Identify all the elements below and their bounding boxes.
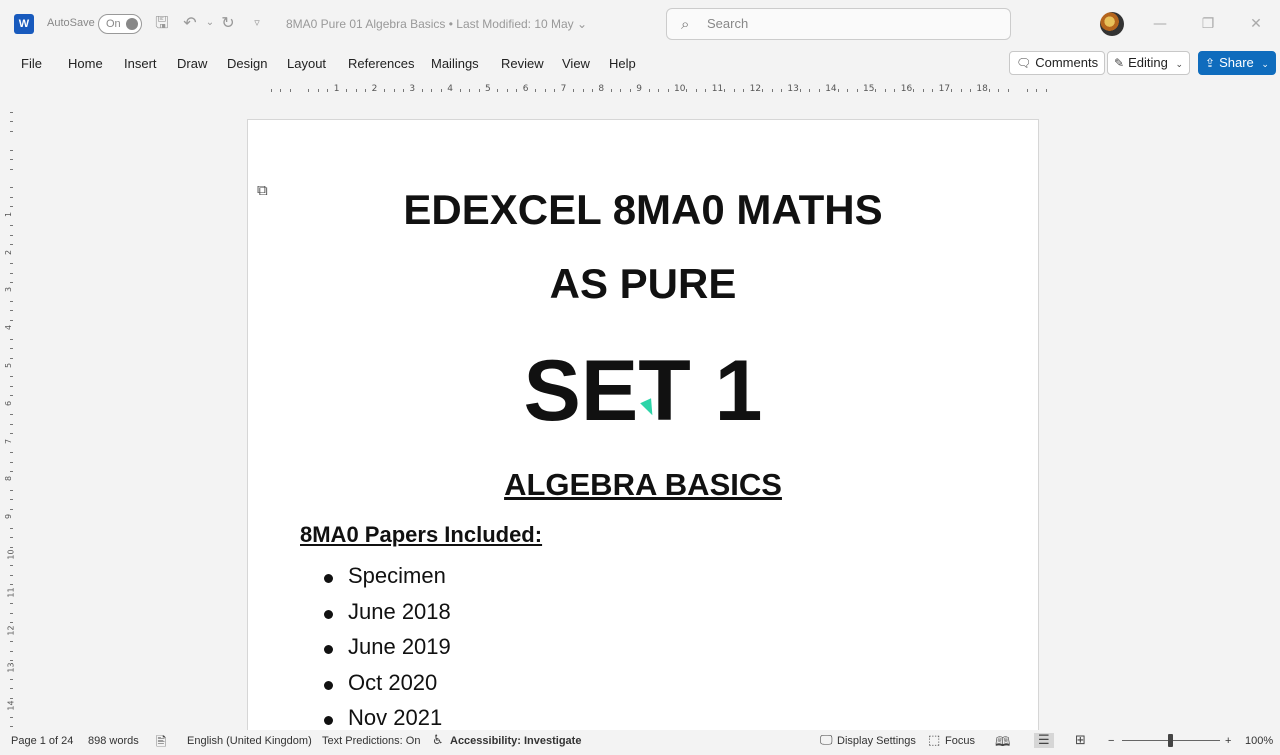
- zoom-out-button[interactable]: −: [1108, 735, 1115, 747]
- ruler-tick: [809, 89, 810, 92]
- ruler-mark: 5: [485, 84, 491, 94]
- ruler-tick: [10, 547, 13, 548]
- ruler-tick: [724, 89, 725, 92]
- ruler-tick: [10, 660, 13, 661]
- ruler-tick: [10, 150, 13, 151]
- ruler-tick: [460, 89, 461, 92]
- ruler-tick: [10, 187, 13, 188]
- ruler-tick: [10, 424, 13, 425]
- ruler-mark: 12: [6, 625, 16, 636]
- ruler-tick: [422, 89, 423, 92]
- title-bar: [0, 0, 1280, 48]
- ruler-tick: [875, 89, 876, 92]
- zoom-in-button[interactable]: +: [1225, 735, 1232, 747]
- ruler-tick: [271, 89, 272, 92]
- ruler-mark: 7: [4, 438, 14, 444]
- list-item: Specimen: [324, 563, 451, 599]
- ruler-tick: [10, 679, 13, 680]
- ruler-tick: [781, 89, 782, 92]
- ruler-tick: [10, 565, 13, 566]
- ruler-tick: [10, 584, 13, 585]
- search-input[interactable]: [707, 16, 987, 31]
- ruler-tick: [10, 197, 13, 198]
- ruler-mark: 15: [863, 84, 875, 94]
- ruler-mark: 10: [6, 549, 16, 560]
- ruler-tick: [441, 89, 442, 92]
- ruler-tick: [10, 537, 13, 538]
- ruler-tick: [10, 358, 13, 359]
- ruler-tick: [913, 89, 914, 92]
- accessibility-status[interactable]: Accessibility: Investigate: [450, 735, 582, 747]
- minimize-icon[interactable]: —: [1153, 16, 1167, 32]
- ruler-tick: [894, 89, 895, 92]
- ruler-mark: 9: [4, 514, 14, 520]
- ruler-mark: 5: [4, 362, 14, 369]
- tab-home[interactable]: Home: [68, 56, 103, 71]
- ruler-mark: 16: [900, 84, 913, 94]
- proofing-icon[interactable]: 🖹: [156, 735, 167, 750]
- ruler-mark: 1: [333, 84, 340, 94]
- autosave-label: AutoSave: [47, 17, 95, 29]
- ruler-tick: [10, 452, 13, 453]
- document-title-line2: AS PURE: [549, 260, 737, 307]
- document-page[interactable]: [247, 119, 1039, 739]
- ruler-tick: [10, 717, 13, 718]
- ruler-tick: [10, 528, 13, 529]
- print-layout-icon[interactable]: ☰: [1034, 733, 1054, 748]
- ruler-tick: [686, 89, 687, 92]
- ruler-tick: [308, 89, 309, 92]
- restore-icon[interactable]: ❐: [1201, 16, 1215, 32]
- pencil-icon: ✎: [1114, 56, 1125, 70]
- list-item: June 2019: [324, 634, 451, 670]
- ruler-tick: [479, 89, 480, 92]
- ruler-tick: [394, 89, 395, 92]
- ruler-tick: [658, 89, 659, 92]
- tab-help[interactable]: Help: [609, 56, 636, 71]
- ruler-mark: 6: [4, 400, 14, 406]
- ruler-tick: [668, 89, 669, 92]
- close-icon[interactable]: ✕: [1250, 16, 1262, 32]
- ruler-tick: [10, 433, 13, 434]
- ruler-tick: [10, 499, 13, 500]
- customize-toolbar-icon[interactable]: ▿: [254, 16, 260, 29]
- redo-icon[interactable]: ↻: [221, 13, 235, 32]
- ruler-tick: [838, 89, 839, 92]
- ruler-tick: [10, 462, 13, 463]
- share-button[interactable]: ⇪ Share ⌄: [1198, 51, 1276, 75]
- ruler-tick: [10, 282, 13, 283]
- ruler-tick: [970, 89, 971, 92]
- ruler-mark: 2: [4, 249, 14, 255]
- ruler-tick: [10, 641, 13, 642]
- ruler-mark: 8: [598, 84, 605, 94]
- search-box[interactable]: [666, 8, 1011, 40]
- ruler-tick: [885, 89, 886, 92]
- ruler-tick: [10, 112, 13, 113]
- status-bar: [0, 730, 1280, 752]
- tab-review[interactable]: Review: [501, 56, 544, 71]
- ruler-tick: [497, 89, 498, 92]
- tab-view[interactable]: View: [562, 56, 590, 71]
- chevron-down-icon: ⌄: [1175, 60, 1183, 70]
- share-icon: ⇪: [1205, 56, 1216, 70]
- ruler-mark: 18: [976, 84, 988, 94]
- autosave-toggle[interactable]: [98, 14, 142, 34]
- ruler-mark: 14: [6, 700, 16, 711]
- comments-button[interactable]: 🗨 Comments: [1009, 51, 1105, 75]
- ruler-tick: [573, 89, 574, 92]
- ruler-tick: [630, 89, 631, 92]
- papers-list: [324, 563, 451, 739]
- ruler-tick: [10, 726, 13, 727]
- tab-mailings[interactable]: Mailings: [431, 56, 479, 71]
- ruler-mark: 4: [447, 84, 453, 94]
- tab-layout[interactable]: Layout: [287, 56, 327, 71]
- ruler-tick: [10, 348, 13, 349]
- ruler-tick: [592, 89, 593, 92]
- toggle-knob: [126, 18, 138, 30]
- ruler-tick: [10, 273, 13, 274]
- ruler-tick: [10, 339, 13, 340]
- chevron-down-icon: ⌄: [1261, 60, 1269, 70]
- ruler-tick: [10, 414, 13, 415]
- ruler-tick: [10, 320, 13, 321]
- ruler-mark: 13: [6, 662, 16, 673]
- ruler-scale: [247, 84, 1037, 96]
- ruler-tick: [10, 651, 13, 652]
- ruler-tick: [10, 575, 13, 576]
- list-item: Nov 2021: [324, 705, 451, 739]
- topic-heading: ALGEBRA BASICS: [504, 467, 782, 502]
- ruler-tick: [10, 244, 13, 245]
- ruler-mark: 11: [711, 84, 724, 94]
- ruler-tick: [10, 131, 13, 132]
- list-item: Oct 2020: [324, 670, 451, 706]
- ruler-tick: [280, 89, 281, 92]
- display-settings-icon: 🖵: [820, 733, 833, 748]
- ruler-tick: [961, 89, 962, 92]
- ruler-tick: [611, 89, 612, 92]
- ruler-tick: [583, 89, 584, 92]
- ruler-mark: 13: [787, 84, 799, 94]
- ruler-tick: [365, 89, 366, 92]
- zoom-slider-thumb[interactable]: [1168, 734, 1173, 747]
- ruler-mark: 8: [4, 476, 14, 482]
- list-item: June 2018: [324, 599, 451, 635]
- ruler-tick: [10, 509, 13, 510]
- text-predictions-status[interactable]: Text Predictions: On: [322, 735, 421, 747]
- focus-icon: ⬚: [928, 733, 941, 748]
- ruler-tick: [10, 688, 13, 689]
- ruler-tick: [10, 235, 13, 236]
- ruler-tick: [734, 89, 735, 92]
- vertical-ruler[interactable]: [0, 100, 22, 730]
- ruler-tick: [403, 89, 404, 92]
- word-count[interactable]: 898 words: [88, 735, 139, 747]
- ruler-tick: [10, 121, 13, 122]
- comment-icon: 🗨: [1016, 56, 1032, 70]
- ruler-tick: [1036, 89, 1037, 92]
- ruler-mark: 2: [371, 84, 378, 94]
- ruler-tick: [10, 376, 13, 377]
- ruler-tick: [545, 89, 546, 92]
- ruler-tick: [10, 263, 13, 264]
- focus-button[interactable]: Focus: [945, 735, 975, 747]
- tab-insert[interactable]: Insert: [124, 56, 157, 71]
- ruler-tick: [800, 89, 801, 92]
- ruler-tick: [649, 89, 650, 92]
- ruler-mark: 17: [938, 84, 951, 94]
- word-app-icon: W: [14, 14, 34, 34]
- ruler-tick: [847, 89, 848, 92]
- ruler-tick: [10, 613, 13, 614]
- editing-mode-button[interactable]: ✎ Editing ⌄: [1107, 51, 1190, 75]
- ruler-tick: [10, 603, 13, 604]
- ruler-tick: [535, 89, 536, 92]
- ruler-tick: [10, 206, 13, 207]
- zoom-level[interactable]: 100%: [1245, 735, 1274, 747]
- accessibility-icon: ♿: [432, 733, 444, 748]
- ruler-tick: [554, 89, 555, 92]
- ruler-tick: [620, 89, 621, 92]
- ruler-tick: [327, 89, 328, 92]
- ruler-tick: [10, 169, 13, 170]
- autosave-state: On: [106, 18, 121, 30]
- ruler-tick: [772, 89, 773, 92]
- ruler-tick: [1046, 89, 1047, 92]
- ruler-tick: [705, 89, 706, 92]
- page-count[interactable]: Page 1 of 24: [11, 735, 74, 747]
- ruler-mark: 11: [6, 587, 16, 598]
- ruler-tick: [923, 89, 924, 92]
- save-icon[interactable]: 🖫: [155, 13, 169, 32]
- ribbon-tabs: [0, 48, 1280, 80]
- ruler-tick: [10, 622, 13, 623]
- search-icon: ⌕: [681, 15, 690, 33]
- read-mode-icon[interactable]: 🕮: [995, 735, 1011, 750]
- ruler-tick: [1027, 89, 1028, 92]
- undo-dropdown-icon[interactable]: ⌄: [205, 17, 215, 28]
- ruler-mark: 10: [674, 84, 686, 94]
- document-title-line1: EDEXCEL 8MA0 MATHS: [403, 186, 883, 233]
- display-settings-button[interactable]: Display Settings: [837, 735, 916, 747]
- undo-icon[interactable]: ↶: [183, 13, 197, 32]
- ruler-tick: [762, 89, 763, 92]
- ruler-tick: [431, 89, 432, 92]
- tab-draw[interactable]: Draw: [177, 56, 208, 71]
- ruler-mark: 3: [409, 84, 416, 94]
- papers-heading: 8MA0 Papers Included:: [300, 522, 543, 547]
- ruler-tick: [10, 490, 13, 491]
- ruler-mark: 7: [560, 84, 567, 94]
- ruler-tick: [318, 89, 319, 92]
- ruler-tick: [10, 395, 13, 396]
- ruler-tick: [951, 89, 952, 92]
- ruler-tick: [290, 89, 291, 92]
- ruler-tick: [932, 89, 933, 92]
- set-label: SET 1: [523, 343, 763, 439]
- ruler-mark: 1: [4, 211, 14, 217]
- ruler-tick: [819, 89, 820, 92]
- ruler-mark: 9: [636, 84, 642, 94]
- ruler-mark: 4: [4, 325, 14, 331]
- tab-references[interactable]: References: [348, 56, 415, 71]
- ruler-tick: [356, 89, 357, 92]
- ruler-tick: [989, 89, 990, 92]
- copilot-icon[interactable]: ⧉: [257, 181, 268, 199]
- ruler-tick: [10, 386, 13, 387]
- ruler-mark: 14: [825, 84, 837, 94]
- ruler-tick: [743, 89, 744, 92]
- ruler-tick: [857, 89, 858, 92]
- ruler-tick: [10, 225, 13, 226]
- web-layout-icon[interactable]: ⊞: [1075, 733, 1086, 748]
- ruler-tick: [10, 471, 13, 472]
- ruler-tick: [10, 310, 13, 311]
- ruler-tick: [10, 301, 13, 302]
- ruler-tick: [1008, 89, 1009, 92]
- ruler-tick: [507, 89, 508, 92]
- tab-file[interactable]: File: [21, 56, 42, 71]
- ruler-tick: [696, 89, 697, 92]
- language-status[interactable]: English (United Kingdom): [187, 735, 312, 747]
- ruler-tick: [10, 698, 13, 699]
- ruler-tick: [469, 89, 470, 92]
- ruler-tick: [10, 159, 13, 160]
- tab-design[interactable]: Design: [227, 56, 268, 71]
- ruler-tick: [384, 89, 385, 92]
- ruler-mark: 3: [4, 287, 14, 293]
- horizontal-ruler[interactable]: [0, 80, 1280, 100]
- avatar[interactable]: [1100, 12, 1124, 36]
- ruler-mark: 6: [522, 84, 529, 94]
- document-title[interactable]: 8MA0 Pure 01 Algebra Basics • Last Modified: 10 May ⌄: [286, 17, 588, 31]
- ruler-tick: [516, 89, 517, 92]
- ruler-tick: [998, 89, 999, 92]
- ruler-tick: [346, 89, 347, 92]
- ruler-mark: 12: [749, 84, 762, 94]
